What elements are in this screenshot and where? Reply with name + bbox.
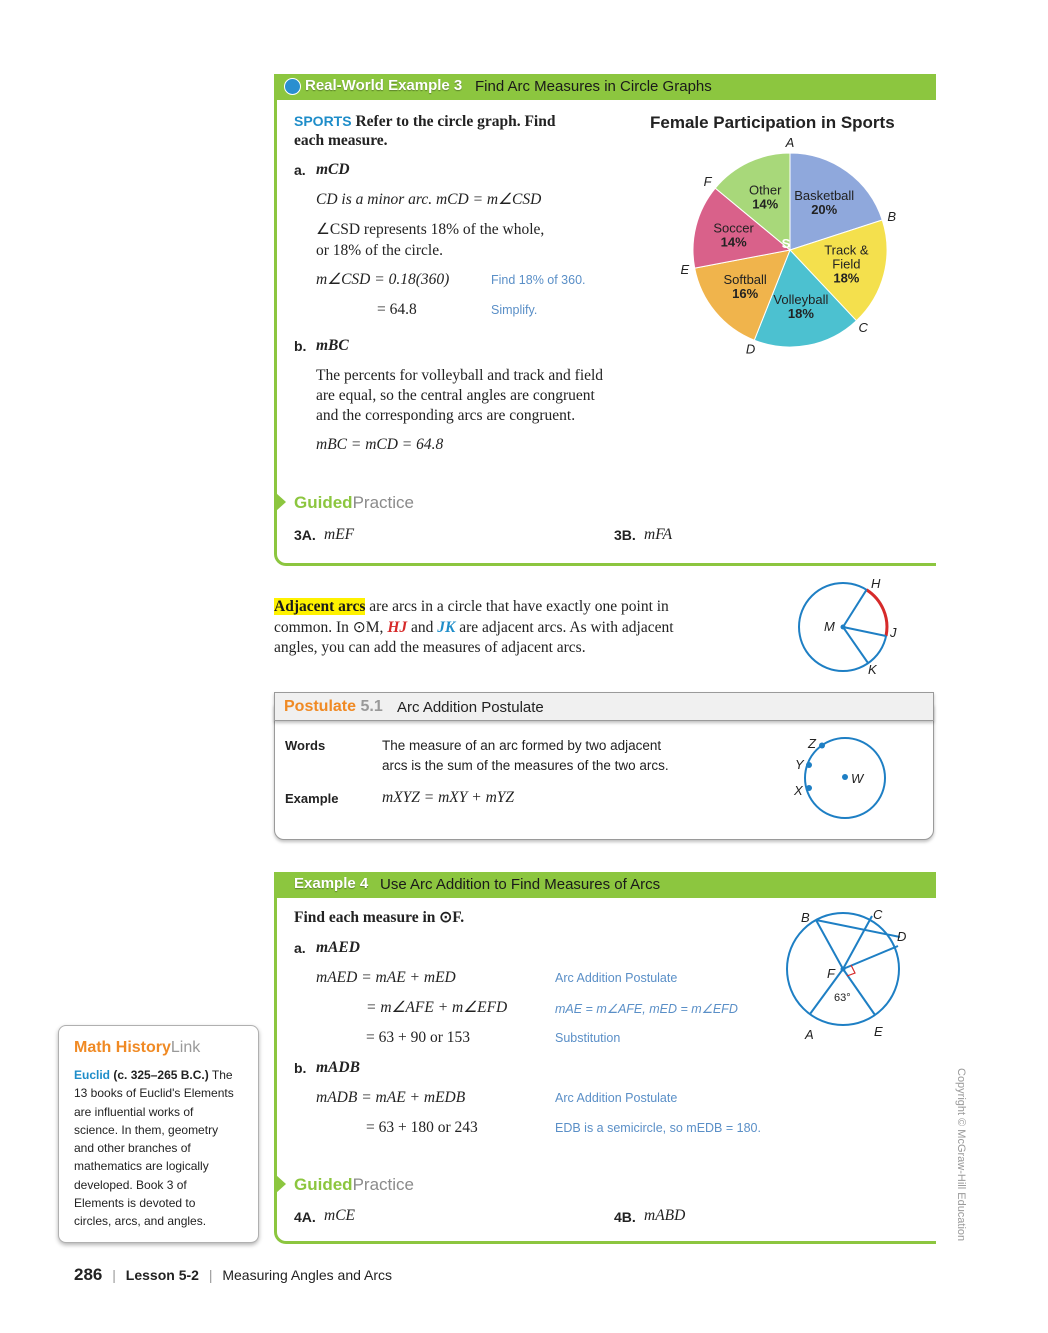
label-c: C: [873, 907, 883, 922]
gp-4b-label: 4B.: [614, 1209, 636, 1225]
pie-point-f: F: [703, 173, 712, 189]
arc-hj-highlight: [867, 590, 887, 636]
adjacent-def-1: are arcs in a circle that have exactly one point in: [369, 598, 669, 615]
example3-intro: [294, 111, 555, 132]
label-h: H: [871, 576, 881, 591]
point-w: [842, 774, 848, 780]
ex4-part-a-expr: mAED: [316, 939, 360, 956]
adjacent-line3: angles, you can add the measures of adjacent arcs.: [274, 639, 586, 656]
pie-value-label: 18%: [787, 306, 814, 322]
pie-value-label: 20%: [811, 201, 838, 217]
pie-slice-label: Field: [832, 256, 861, 272]
guided-arrow: [276, 493, 286, 511]
gp-3a-label: 3A.: [294, 527, 316, 543]
a-step1-note: Find 18% of 360.: [491, 273, 586, 287]
pie-point-e: E: [680, 262, 690, 278]
pie-slice-label: Basketball: [794, 187, 855, 203]
history-line1: [74, 1066, 254, 1084]
b-line2: are equal, so the central angles are congruent: [316, 387, 595, 404]
a-line3: or 18% of the circle.: [316, 242, 443, 259]
globe-icon: [284, 78, 301, 95]
b-line4: mBC = mCD = 64.8: [316, 436, 444, 453]
history-l2: 13 books of Euclid's Elements: [74, 1086, 234, 1101]
pie-slice-label: Softball: [723, 272, 767, 288]
history-dates: (c. 325–265 B.C.): [113, 1068, 209, 1082]
ex4-b-step2: = 63 + 180 or 243: [366, 1119, 478, 1136]
gp-4b-expr: mABD: [644, 1207, 686, 1224]
ex4-a-step1-note: Arc Addition Postulate: [555, 971, 678, 985]
pie-point-b: B: [887, 208, 897, 224]
guided-word: Guided: [294, 493, 353, 512]
label-y: Y: [795, 757, 804, 772]
footer: [74, 1265, 392, 1285]
point-y: [806, 762, 812, 768]
copyright-text: Copyright © McGraw-Hill Education: [955, 1068, 967, 1242]
history-body: [74, 1066, 254, 1231]
part-a-label: a.: [294, 162, 306, 178]
a-step2: = 64.8: [377, 301, 417, 318]
ex4-part-b-expr: mADB: [316, 1059, 360, 1076]
radius-mh: [843, 590, 867, 627]
adjacent-line1: [274, 597, 669, 617]
arc-hj: HJ: [387, 619, 408, 636]
example3-header: [274, 74, 936, 100]
pie-value-label: 18%: [833, 270, 860, 286]
label-m: M: [824, 619, 835, 634]
part-b-label: b.: [294, 338, 307, 354]
footer-lesson: Lesson 5-2: [125, 1267, 199, 1283]
gp-3b-label: 3B.: [614, 527, 636, 543]
part-a-expr: mCD: [316, 161, 350, 178]
guided-arrow-4: [276, 1175, 286, 1193]
chart-title: Female Participation in Sports: [650, 113, 895, 132]
history-l9: circles, arcs, and angles.: [74, 1214, 207, 1229]
label-k: K: [868, 662, 877, 677]
history-l6: mathematics are logically: [74, 1159, 209, 1174]
footer-sep1: |: [112, 1267, 116, 1283]
pie-slice-label: Track &: [824, 242, 869, 258]
history-title-b: Link: [170, 1039, 201, 1056]
pie-point-d: D: [745, 341, 756, 357]
words-line1: The measure of an arc formed by two adjacent: [382, 738, 662, 753]
ex4-a-step3: = 63 + 90 or 153: [366, 1029, 471, 1046]
circle-f-figure: [780, 905, 910, 1035]
postulate-title: Arc Addition Postulate: [397, 699, 544, 716]
sports-label: SPORTS: [294, 113, 352, 129]
ex4-b-step2-note: EDB is a semicircle, so mEDB = 180.: [555, 1121, 761, 1135]
ex4-a-step3-note: Substitution: [555, 1031, 621, 1045]
history-l7: developed. Book 3 of: [74, 1177, 187, 1192]
ex4-a-step2: = m∠AFE + m∠EFD: [366, 999, 508, 1016]
words-label: Words: [285, 738, 326, 753]
footer-sep2: |: [208, 1267, 213, 1283]
label-a: A: [805, 1027, 814, 1042]
footer-section: Measuring Angles and Arcs: [222, 1267, 393, 1283]
example3-tag: Real-World Example 3: [305, 77, 463, 94]
ex4-b-step1: mADB = mAE + mEDB: [316, 1089, 466, 1106]
ex4-part-b-label: b.: [294, 1060, 307, 1076]
line-fb: [816, 920, 843, 969]
math-history-title: [74, 1039, 200, 1057]
adjacent-def-2a: common. In ⊙M,: [274, 619, 384, 636]
center-f-point: [841, 967, 846, 972]
math-history-box: [58, 1025, 259, 1243]
postulate-number-word: Postulate: [284, 698, 357, 715]
guided-practice-4: [294, 1175, 414, 1195]
history-l5: and other branches of: [74, 1141, 191, 1156]
center-m-point: [841, 625, 846, 630]
part-b-expr: mBC: [316, 337, 349, 354]
guided-practice-3: [294, 493, 414, 513]
history-l8: Elements is devoted to: [74, 1196, 196, 1211]
example4-tag: Example 4: [294, 875, 369, 892]
label-e: E: [874, 1024, 883, 1039]
example4-header: [274, 872, 936, 898]
arc-jk: JK: [437, 619, 456, 636]
adjacent-term: Adjacent arcs: [274, 598, 366, 615]
gp-4a-label: 4A.: [294, 1209, 316, 1225]
label-d: D: [897, 929, 907, 944]
label-w: W: [851, 771, 864, 786]
postulate-number: 5.1: [360, 698, 383, 715]
pie-slice-label: Soccer: [713, 220, 754, 236]
b-line1: The percents for volleyball and track and field: [316, 367, 604, 384]
a-line2: ∠CSD represents 18% of the whole,: [316, 221, 545, 238]
example3-title: Find Arc Measures in Circle Graphs: [475, 78, 712, 95]
a-step2-note: Simplify.: [491, 303, 538, 317]
gp-3b-expr: mFA: [644, 526, 673, 543]
line-fc: [843, 916, 872, 969]
gp-3a-expr: mEF: [324, 526, 355, 543]
intro-line2: each measure.: [294, 132, 388, 149]
label-z: Z: [808, 736, 816, 751]
practice-word: Practice: [352, 493, 414, 512]
history-name: Euclid: [74, 1068, 111, 1082]
example4-intro: Find each measure in ⊙F.: [294, 909, 465, 926]
a-step1: m∠CSD = 0.18(360): [316, 271, 450, 288]
label-j: J: [890, 625, 897, 640]
circle-w-figure: [790, 730, 900, 830]
adjacent-def-2c: are adjacent arcs. As with adjacent: [459, 619, 674, 636]
adjacent-line2: [274, 618, 674, 638]
label-b: B: [801, 910, 810, 925]
example-label: Example: [285, 791, 339, 806]
history-title-a: Math History: [74, 1039, 171, 1056]
intro-line1: Refer to the circle graph. Find: [355, 113, 556, 130]
history-l4: science. In them, geometry: [74, 1122, 219, 1137]
ex4-b-step1-note: Arc Addition Postulate: [555, 1091, 678, 1105]
angle-63: 63°: [834, 992, 851, 1004]
point-z: [819, 743, 825, 749]
history-l1: The: [211, 1068, 233, 1082]
b-line3: and the corresponding arcs are congruent.: [316, 407, 576, 424]
adjacent-def-2b: and: [411, 619, 434, 636]
label-x: X: [794, 783, 803, 798]
ex4-a-step1: mAED = mAE + mED: [316, 969, 456, 986]
pie-point-c: C: [858, 319, 868, 335]
point-x: [806, 785, 812, 791]
diameter-bd: [816, 920, 900, 937]
pie-point-a: A: [785, 135, 795, 150]
ex4-part-a-label: a.: [294, 940, 306, 956]
guided-word-4: Guided: [294, 1175, 353, 1194]
pie-value-label: 14%: [720, 234, 747, 250]
pie-value-label: 14%: [752, 196, 779, 212]
pie-chart: [670, 132, 920, 372]
practice-word-4: Practice: [352, 1175, 414, 1194]
pie-value-label: 16%: [732, 286, 759, 302]
postulate-header: [274, 692, 934, 721]
pie-slice-label: Volleyball: [773, 292, 829, 308]
gp-4a-expr: mCE: [324, 1207, 355, 1224]
words-line2: arcs is the sum of the measures of the two arcs.: [382, 758, 669, 773]
a-line1: CD is a minor arc. mCD = m∠CSD: [316, 191, 542, 208]
page-number: 286: [74, 1265, 103, 1284]
pie-slice-label: Other: [748, 182, 782, 198]
postulate-word: [284, 698, 383, 716]
label-f: F: [827, 966, 835, 981]
example4-title: Use Arc Addition to Find Measures of Arcs: [380, 876, 661, 893]
example-expr: mXYZ = mXY + mYZ: [382, 789, 515, 806]
ex4-a-step2-note: mAE = m∠AFE, mED = m∠EFD: [555, 1002, 738, 1016]
history-l3: are influential works of: [74, 1104, 194, 1119]
pie-center-label: S: [781, 236, 791, 251]
